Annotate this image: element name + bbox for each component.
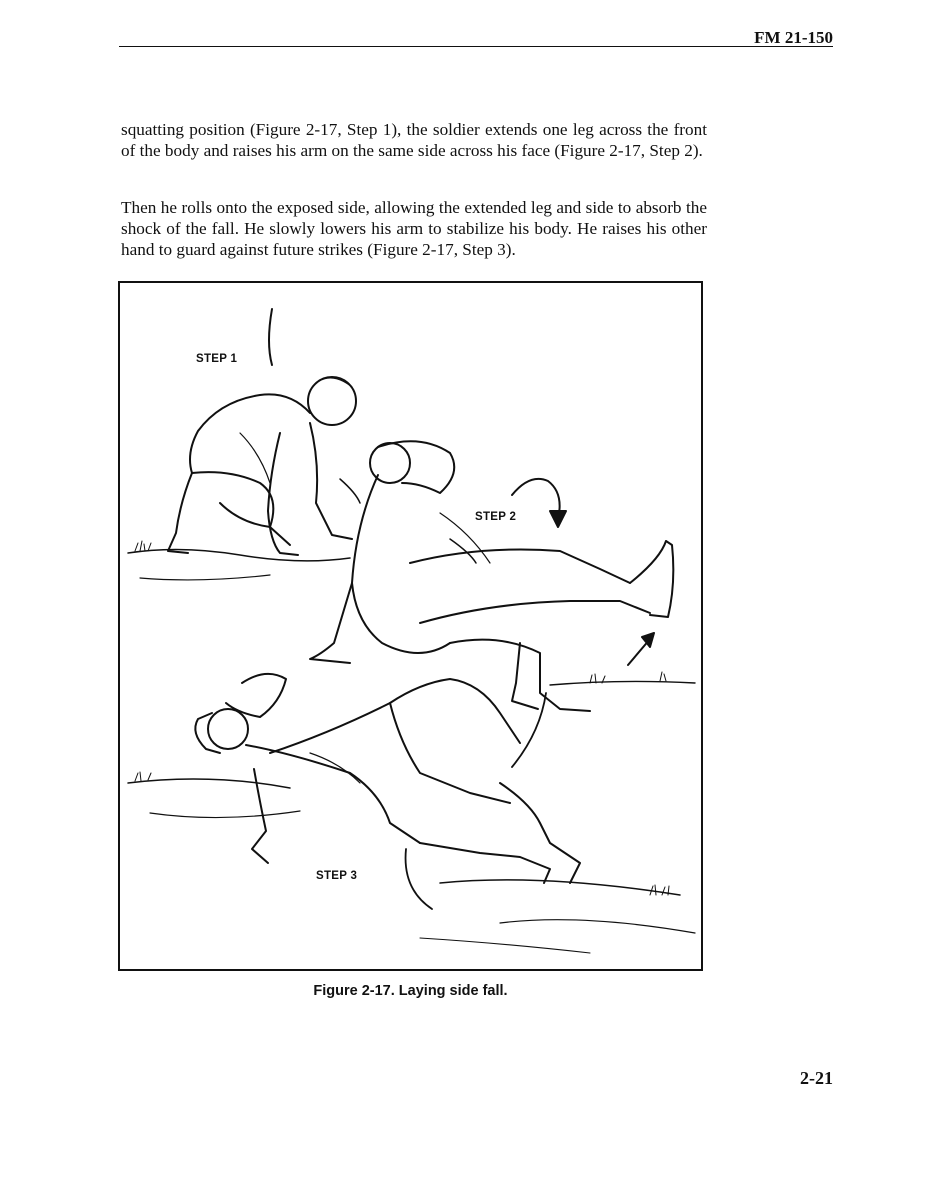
step-3-label: STEP 3: [316, 870, 358, 882]
figure-caption: Figure 2-17. Laying side fall.: [313, 983, 508, 999]
figure-frame: [118, 281, 703, 971]
page-number: 2-21: [800, 1068, 833, 1088]
manual-id: FM 21-150: [754, 28, 833, 47]
laying-side-fall-illustration: [120, 283, 701, 969]
body-paragraph-1: squatting position (Figure 2-17, Step 1), the soldier extends one leg across the front of the body and raises his arm on the same side across his face (Figure 2-17, Step 2).: [121, 120, 707, 160]
step-1-label: STEP 1: [196, 353, 238, 365]
step-2-label: STEP 2: [475, 511, 517, 523]
body-paragraph-2: Then he rolls onto the exposed side, allowing the extended leg and side to absorb the shock of the fall. He slowly lowers his arm to stabilize his body. He raises his other hand to guard against future strikes (Figure 2-17, Step 3).: [121, 198, 707, 259]
header-rule: [119, 46, 833, 47]
